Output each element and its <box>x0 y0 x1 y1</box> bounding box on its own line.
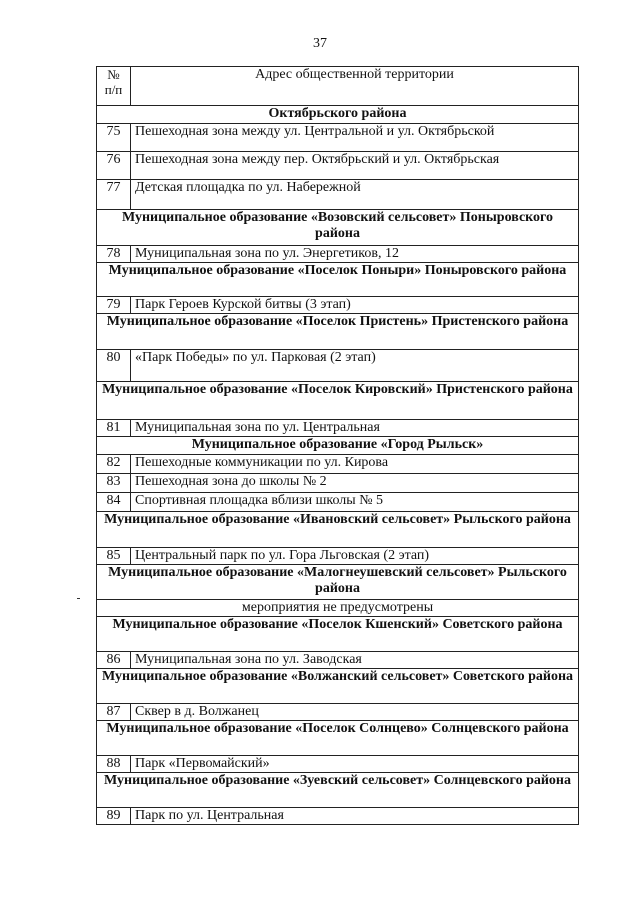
section-title: Октябрьского района <box>97 106 579 124</box>
territory-address: Сквер в д. Волжанец <box>131 704 579 721</box>
table-row <box>97 493 579 512</box>
row-number: 78 <box>97 246 131 263</box>
table-row <box>97 455 579 474</box>
territory-address: Спортивная площадка вблизи школы № 5 <box>131 493 579 512</box>
column-header-number <box>97 67 131 106</box>
row-number: 82 <box>97 455 131 474</box>
table-row <box>97 474 579 493</box>
section-header-row <box>97 263 579 297</box>
territory-address: Пешеходная зона до школы № 2 <box>131 474 579 493</box>
row-number: 85 <box>97 548 131 565</box>
section-title: Муниципальное образование «Город Рыльск» <box>97 437 579 455</box>
table-row <box>97 808 579 825</box>
territory-address: Центральный парк по ул. Гора Льговская (2 этап) <box>131 548 579 565</box>
table-header-row <box>97 67 579 106</box>
territory-address: Муниципальная зона по ул. Заводская <box>131 652 579 669</box>
territory-address: «Парк Победы» по ул. Парковая (2 этап) <box>131 350 579 382</box>
row-number: 89 <box>97 808 131 825</box>
section-header-row <box>97 721 579 756</box>
table-body <box>97 106 579 825</box>
section-header-row <box>97 669 579 704</box>
section-header-row <box>97 382 579 420</box>
section-title: Муниципальное образование «Поселок Солнцево» Солнцевского района <box>97 721 579 756</box>
section-header-row <box>97 617 579 652</box>
section-header-row <box>97 565 579 600</box>
section-header-row <box>97 437 579 455</box>
margin-mark <box>77 598 80 599</box>
note-text: мероприятия не предусмотрены <box>97 600 579 617</box>
table-row <box>97 756 579 773</box>
row-number: 87 <box>97 704 131 721</box>
territory-address: Парк по ул. Центральная <box>131 808 579 825</box>
public-territories-table <box>96 66 579 825</box>
table-row <box>97 704 579 721</box>
section-title: Муниципальное образование «Поселок Поныри» Поныровского района <box>97 263 579 297</box>
row-number: 75 <box>97 124 131 152</box>
column-header-address: Адрес общественной территории <box>131 67 579 106</box>
territory-address: Муниципальная зона по ул. Энергетиков, 12 <box>131 246 579 263</box>
section-title: Муниципальное образование «Возовский сельсовет» Поныровского района <box>97 210 579 246</box>
table-row <box>97 124 579 152</box>
table-row <box>97 652 579 669</box>
territory-address: Пешеходные коммуникации по ул. Кирова <box>131 455 579 474</box>
section-title: Муниципальное образование «Ивановский сельсовет» Рыльского района <box>97 512 579 548</box>
row-number: 86 <box>97 652 131 669</box>
row-number: 88 <box>97 756 131 773</box>
territory-address: Пешеходная зона между ул. Центральной и ул. Октябрьской <box>131 124 579 152</box>
section-title: Муниципальное образование «Поселок Кшенский» Советского района <box>97 617 579 652</box>
territory-address: Парк «Первомайский» <box>131 756 579 773</box>
column-header-number-line1: № <box>107 67 120 82</box>
section-header-row <box>97 106 579 124</box>
territory-address: Парк Героев Курской битвы (3 этап) <box>131 297 579 314</box>
row-number: 77 <box>97 180 131 210</box>
section-header-row <box>97 512 579 548</box>
row-number: 81 <box>97 420 131 437</box>
table-row <box>97 246 579 263</box>
row-number: 79 <box>97 297 131 314</box>
table-row <box>97 548 579 565</box>
table-row <box>97 152 579 180</box>
territory-address: Детская площадка по ул. Набережной <box>131 180 579 210</box>
table-row <box>97 420 579 437</box>
page-number: 37 <box>313 36 327 51</box>
section-title: Муниципальное образование «Малогнеушевский сельсовет» Рыльского района <box>97 565 579 600</box>
section-title: Муниципальное образование «Поселок Кировский» Пристенского района <box>97 382 579 420</box>
territory-address: Муниципальная зона по ул. Центральная <box>131 420 579 437</box>
territory-address: Пешеходная зона между пер. Октябрьский и ул. Октябрьская <box>131 152 579 180</box>
row-number: 80 <box>97 350 131 382</box>
table-row <box>97 297 579 314</box>
table-row <box>97 350 579 382</box>
section-title: Муниципальное образование «Поселок Пристень» Пристенского района <box>97 314 579 350</box>
row-number: 83 <box>97 474 131 493</box>
section-header-row <box>97 314 579 350</box>
section-title: Муниципальное образование «Волжанский сельсовет» Советского района <box>97 669 579 704</box>
table-row <box>97 180 579 210</box>
section-header-row <box>97 210 579 246</box>
note-row <box>97 600 579 617</box>
section-header-row <box>97 773 579 808</box>
column-header-number-line2: п/п <box>104 82 123 97</box>
row-number: 84 <box>97 493 131 512</box>
row-number: 76 <box>97 152 131 180</box>
section-title: Муниципальное образование «Зуевский сельсовет» Солнцевского района <box>97 773 579 808</box>
